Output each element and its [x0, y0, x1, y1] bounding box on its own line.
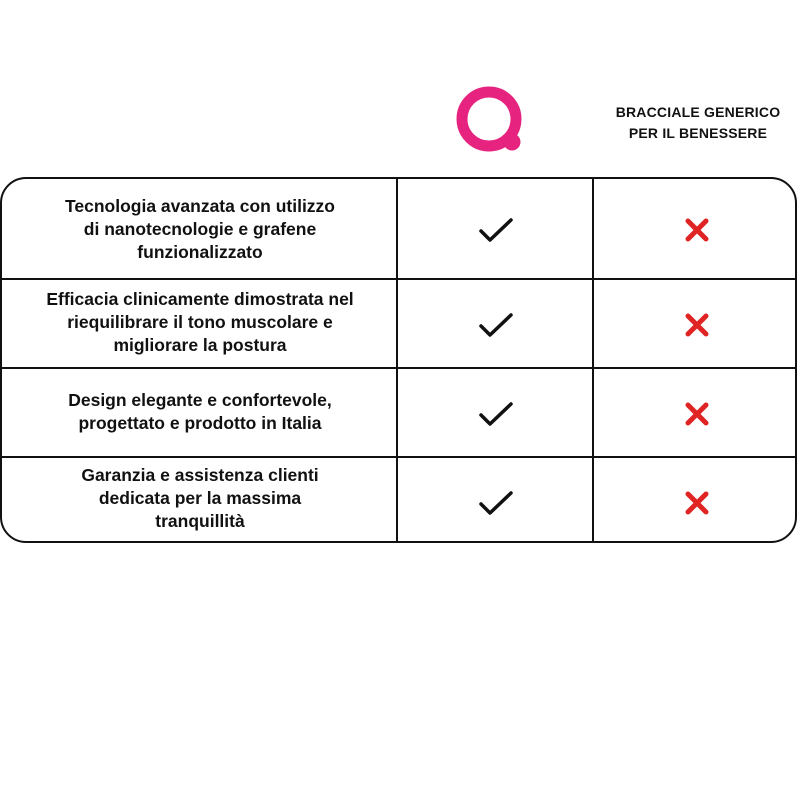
- feature-text: Garanzia e assistenza clienti dedicata per la massima tranquillità: [81, 465, 319, 531]
- table-row: [2, 280, 795, 369]
- table-row: [2, 458, 795, 543]
- table-row: [2, 369, 795, 458]
- check-icon: [478, 400, 514, 428]
- check-icon: [478, 311, 514, 339]
- generic-mark-cell: [594, 458, 797, 543]
- cross-icon: [684, 401, 710, 427]
- cross-icon: [684, 217, 710, 243]
- competitor-header-line-1: BRACCIALE GENERICO: [615, 104, 781, 120]
- feature-text: Design elegante e confortevole, progettato e prodotto in Italia: [68, 390, 332, 433]
- competitor-column-header: [600, 102, 796, 144]
- check-icon: [478, 489, 514, 517]
- feature-cell: [2, 280, 398, 369]
- brand-mark-cell: [398, 179, 594, 280]
- feature-cell: [2, 458, 398, 543]
- check-icon: [478, 216, 514, 244]
- feature-cell: [2, 369, 398, 458]
- brand-mark-cell: [398, 280, 594, 369]
- table-row: [2, 179, 795, 280]
- cross-icon: [684, 490, 710, 516]
- feature-text: Efficacia clinicamente dimostrata nel riequilibrare il tono muscolare e migliorare la postura: [46, 289, 354, 355]
- ring-logo-icon: [452, 82, 532, 162]
- generic-mark-cell: [594, 280, 797, 369]
- generic-mark-cell: [594, 369, 797, 458]
- generic-mark-cell: [594, 179, 797, 280]
- brand-mark-cell: [398, 458, 594, 543]
- competitor-header-line-2: PER IL BENESSERE: [628, 125, 768, 141]
- brand-mark-cell: [398, 369, 594, 458]
- comparison-table: [0, 177, 797, 543]
- cross-icon: [684, 312, 710, 338]
- feature-text: Tecnologia avanzata con utilizzo di nanotecnologie e grafene funzionalizzato: [65, 196, 335, 262]
- feature-cell: [2, 179, 398, 280]
